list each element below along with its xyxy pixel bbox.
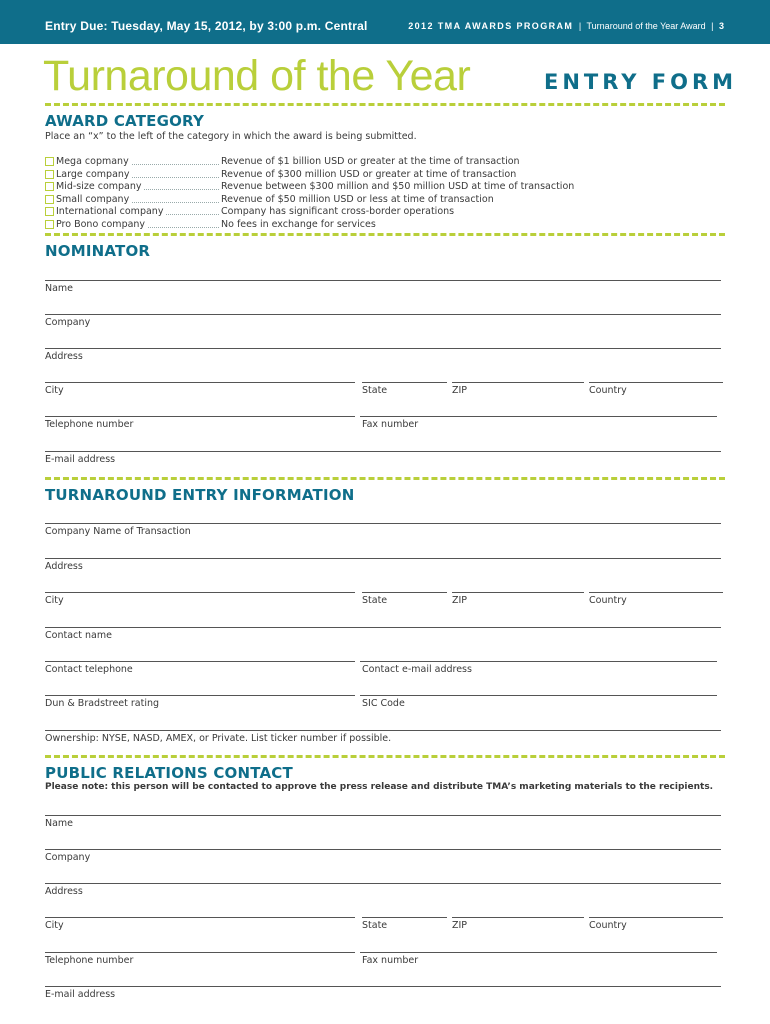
entry-country-field[interactable]: [589, 592, 723, 593]
field-label: Fax number: [362, 955, 419, 966]
section-divider: [45, 477, 725, 480]
nominator-name-field[interactable]: [45, 280, 721, 281]
field-label: Country: [589, 595, 627, 606]
category-label: Small company: [56, 193, 130, 205]
page-title: Turnaround of the Year: [43, 52, 471, 100]
nominator-telephone-field[interactable]: [45, 416, 355, 417]
pr-name-field[interactable]: [45, 815, 721, 816]
sic-code-field[interactable]: [360, 695, 717, 696]
page-number: 3: [718, 21, 724, 31]
entry-address-field[interactable]: [45, 558, 721, 559]
field-label: Dun & Bradstreet rating: [45, 698, 160, 709]
contact-email-field[interactable]: [360, 661, 717, 662]
dun-bradstreet-field[interactable]: [45, 695, 355, 696]
field-label: Telephone number: [45, 419, 134, 430]
field-label: E-mail address: [45, 989, 116, 1000]
category-checkbox[interactable]: [45, 182, 54, 191]
pr-fax-field[interactable]: [360, 952, 717, 953]
pr-state-field[interactable]: [362, 917, 447, 918]
field-label: E-mail address: [45, 454, 116, 465]
entry-due-date: Entry Due: Tuesday, May 15, 2012, by 3:00 p.m. Central: [45, 19, 368, 33]
category-checkbox[interactable]: [45, 207, 54, 216]
entry-info-heading: TURNAROUND ENTRY INFORMATION: [45, 486, 355, 504]
field-label: State: [362, 920, 388, 931]
field-label: Contact telephone: [45, 664, 133, 675]
field-label: Name: [45, 818, 74, 829]
nominator-city-field[interactable]: [45, 382, 355, 383]
entry-state-field[interactable]: [362, 592, 447, 593]
section-divider: [45, 103, 725, 106]
field-label: Name: [45, 283, 74, 294]
field-label: State: [362, 385, 388, 396]
category-description: No fees in exchange for services: [221, 218, 376, 230]
field-label: Telephone number: [45, 955, 134, 966]
award-category-instruction: Place an “x” to the left of the category in which the award is being submitted.: [45, 131, 417, 142]
category-checkbox[interactable]: [45, 157, 54, 166]
category-description: Company has significant cross-border operations: [221, 206, 455, 217]
section-divider: [45, 233, 725, 236]
pr-zip-field[interactable]: [452, 917, 584, 918]
entry-zip-field[interactable]: [452, 592, 584, 593]
field-label: SIC Code: [362, 698, 405, 709]
pr-contact-note: Please note: this person will be contacted to approve the press release and distribute TMA’s marketing materials to the recipients.: [45, 782, 714, 792]
nominator-company-field[interactable]: [45, 314, 721, 315]
pr-country-field[interactable]: [589, 917, 723, 918]
category-checkbox[interactable]: [45, 220, 54, 229]
award-name: Turnaround of the Year Award: [586, 21, 706, 31]
field-label: Address: [45, 351, 83, 362]
field-label: ZIP: [452, 595, 468, 606]
field-label: Company: [45, 852, 91, 863]
transaction-company-field[interactable]: [45, 523, 721, 524]
field-label: Company: [45, 317, 91, 328]
field-label: City: [45, 595, 64, 606]
category-label: Large company: [56, 168, 130, 180]
nominator-address-field[interactable]: [45, 348, 721, 349]
field-label: Address: [45, 561, 83, 572]
category-description: Revenue of $50 million USD or less at time of transaction: [221, 193, 494, 205]
separator: |: [578, 21, 582, 31]
pr-telephone-field[interactable]: [45, 952, 355, 953]
field-label: Country: [589, 920, 627, 931]
separator: |: [711, 21, 714, 31]
nominator-heading: NOMINATOR: [45, 242, 151, 260]
field-label: Country: [589, 385, 627, 396]
category-checkbox[interactable]: [45, 170, 54, 179]
section-divider: [45, 755, 725, 758]
pr-contact-heading: PUBLIC RELATIONS CONTACT: [45, 764, 293, 782]
field-label: Company Name of Transaction: [45, 526, 191, 537]
pr-city-field[interactable]: [45, 917, 355, 918]
award-category-heading: AWARD CATEGORY: [45, 112, 205, 130]
entry-city-field[interactable]: [45, 592, 355, 593]
header-banner: [0, 0, 770, 44]
category-checkbox[interactable]: [45, 195, 54, 204]
field-label: Fax number: [362, 419, 419, 430]
category-label: Pro Bono company: [56, 218, 146, 230]
ownership-field[interactable]: [45, 730, 721, 731]
pr-email-field[interactable]: [45, 986, 721, 987]
field-label: ZIP: [452, 920, 468, 931]
field-label: Address: [45, 886, 83, 897]
pr-address-field[interactable]: [45, 883, 721, 884]
header-program-info: [408, 21, 724, 31]
category-description: Revenue between $300 million and $50 million USD at time of transaction: [221, 181, 575, 192]
field-label: City: [45, 920, 64, 931]
program-name: 2012 TMA AWARDS PROGRAM: [408, 21, 574, 31]
nominator-email-field[interactable]: [45, 451, 721, 452]
field-label: City: [45, 385, 64, 396]
field-label: Contact name: [45, 630, 112, 641]
category-description: Revenue of $300 million USD or greater at time of transaction: [221, 168, 517, 180]
category-label: Mega copmany: [56, 156, 129, 167]
field-label: State: [362, 595, 388, 606]
field-label: ZIP: [452, 385, 468, 396]
category-label: International company: [56, 206, 164, 217]
category-label: Mid-size company: [56, 181, 142, 192]
pr-company-field[interactable]: [45, 849, 721, 850]
contact-name-field[interactable]: [45, 627, 721, 628]
nominator-zip-field[interactable]: [452, 382, 584, 383]
contact-telephone-field[interactable]: [45, 661, 355, 662]
field-label: Contact e-mail address: [362, 664, 472, 675]
category-description: Revenue of $1 billion USD or greater at the time of transaction: [221, 156, 520, 167]
field-label: Ownership: NYSE, NASD, AMEX, or Private. List ticker number if possible.: [45, 733, 392, 744]
nominator-state-field[interactable]: [362, 382, 447, 383]
nominator-country-field[interactable]: [589, 382, 723, 383]
nominator-fax-field[interactable]: [360, 416, 717, 417]
page-subtitle: ENTRY FORM: [544, 70, 738, 94]
